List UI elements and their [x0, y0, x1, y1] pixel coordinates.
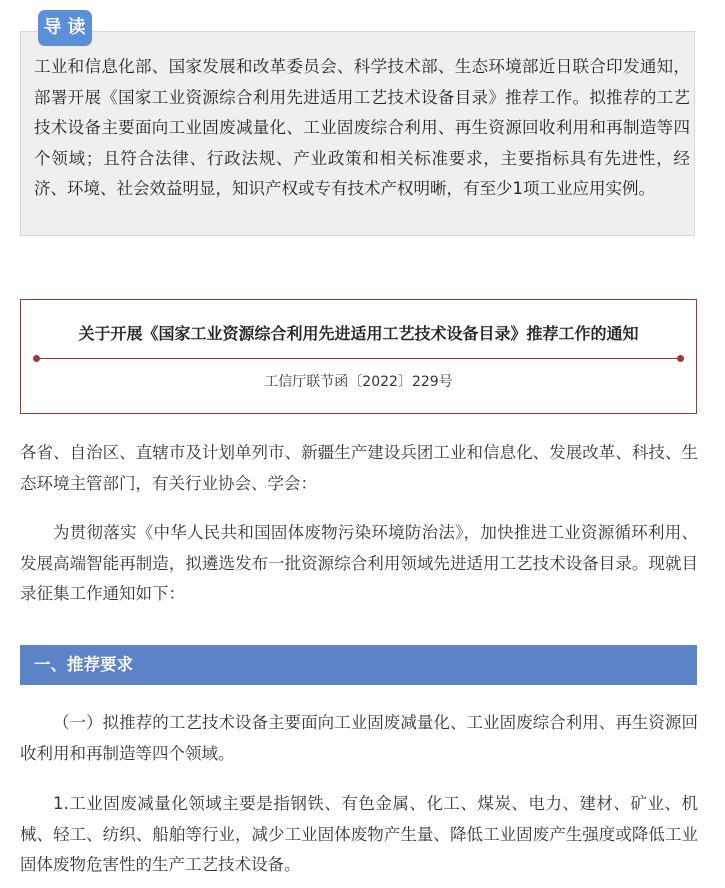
divider-dot-right	[677, 355, 684, 362]
notice-box	[20, 299, 697, 414]
guide-text: 工业和信息化部、国家发展和改革委员会、科学技术部、生态环境部近日联合印发通知，部署开展《国家工业资源综合利用先进适用工艺技术设备目录》推荐工作。拟推荐的工艺技术设备主要面向工业固废减量化、工业固废综合利用、再生资源回收利用和再制造等四个领域；且符合法律、行政法规、产业政策和相关标准要求，主要指标具有先进性，经济、环境、社会效益明显，知识产权或专有技术产权明晰，有至少1项工业应用实例。	[34, 57, 690, 198]
notice-number: 工信厅联节函〔2022〕229号	[264, 374, 453, 390]
intro-paragraph: 为贯彻落实《中华人民共和国固体废物污染环境防治法》，加快推进工业资源循环利用、发展高端智能再制造，拟遴选发布一批资源综合利用领域先进适用工艺技术设备目录。现就目录征集工作通知如下：	[20, 523, 698, 603]
notice-divider	[36, 358, 681, 359]
section-header	[20, 645, 697, 685]
guide-tag: 导读	[38, 10, 92, 46]
section-title: 一、推荐要求	[34, 655, 133, 674]
notice-title: 关于开展《国家工业资源综合利用先进适用工艺技术设备目录》推荐工作的通知	[78, 324, 639, 343]
recipients-paragraph: 各省、自治区、直辖市及计划单列市、新疆生产建设兵团工业和信息化、发展改革、科技、生态环境主管部门，有关行业协会、学会：	[20, 443, 698, 493]
item-1-paragraph: （一）拟推荐的工艺技术设备主要面向工业固废减量化、工业固废综合利用、再生资源回收利用和再制造等四个领域。	[20, 713, 698, 763]
divider-dot-left	[33, 355, 40, 362]
item-1-1-paragraph: 1.工业固废减量化领域主要是指钢铁、有色金属、化工、煤炭、电力、建材、矿业、机械、轻工、纺织、船舶等行业，减少工业固体废物产生量、降低工业固废产生强度或降低工业固体废物危害性的生产工艺技术设备。	[20, 794, 698, 874]
